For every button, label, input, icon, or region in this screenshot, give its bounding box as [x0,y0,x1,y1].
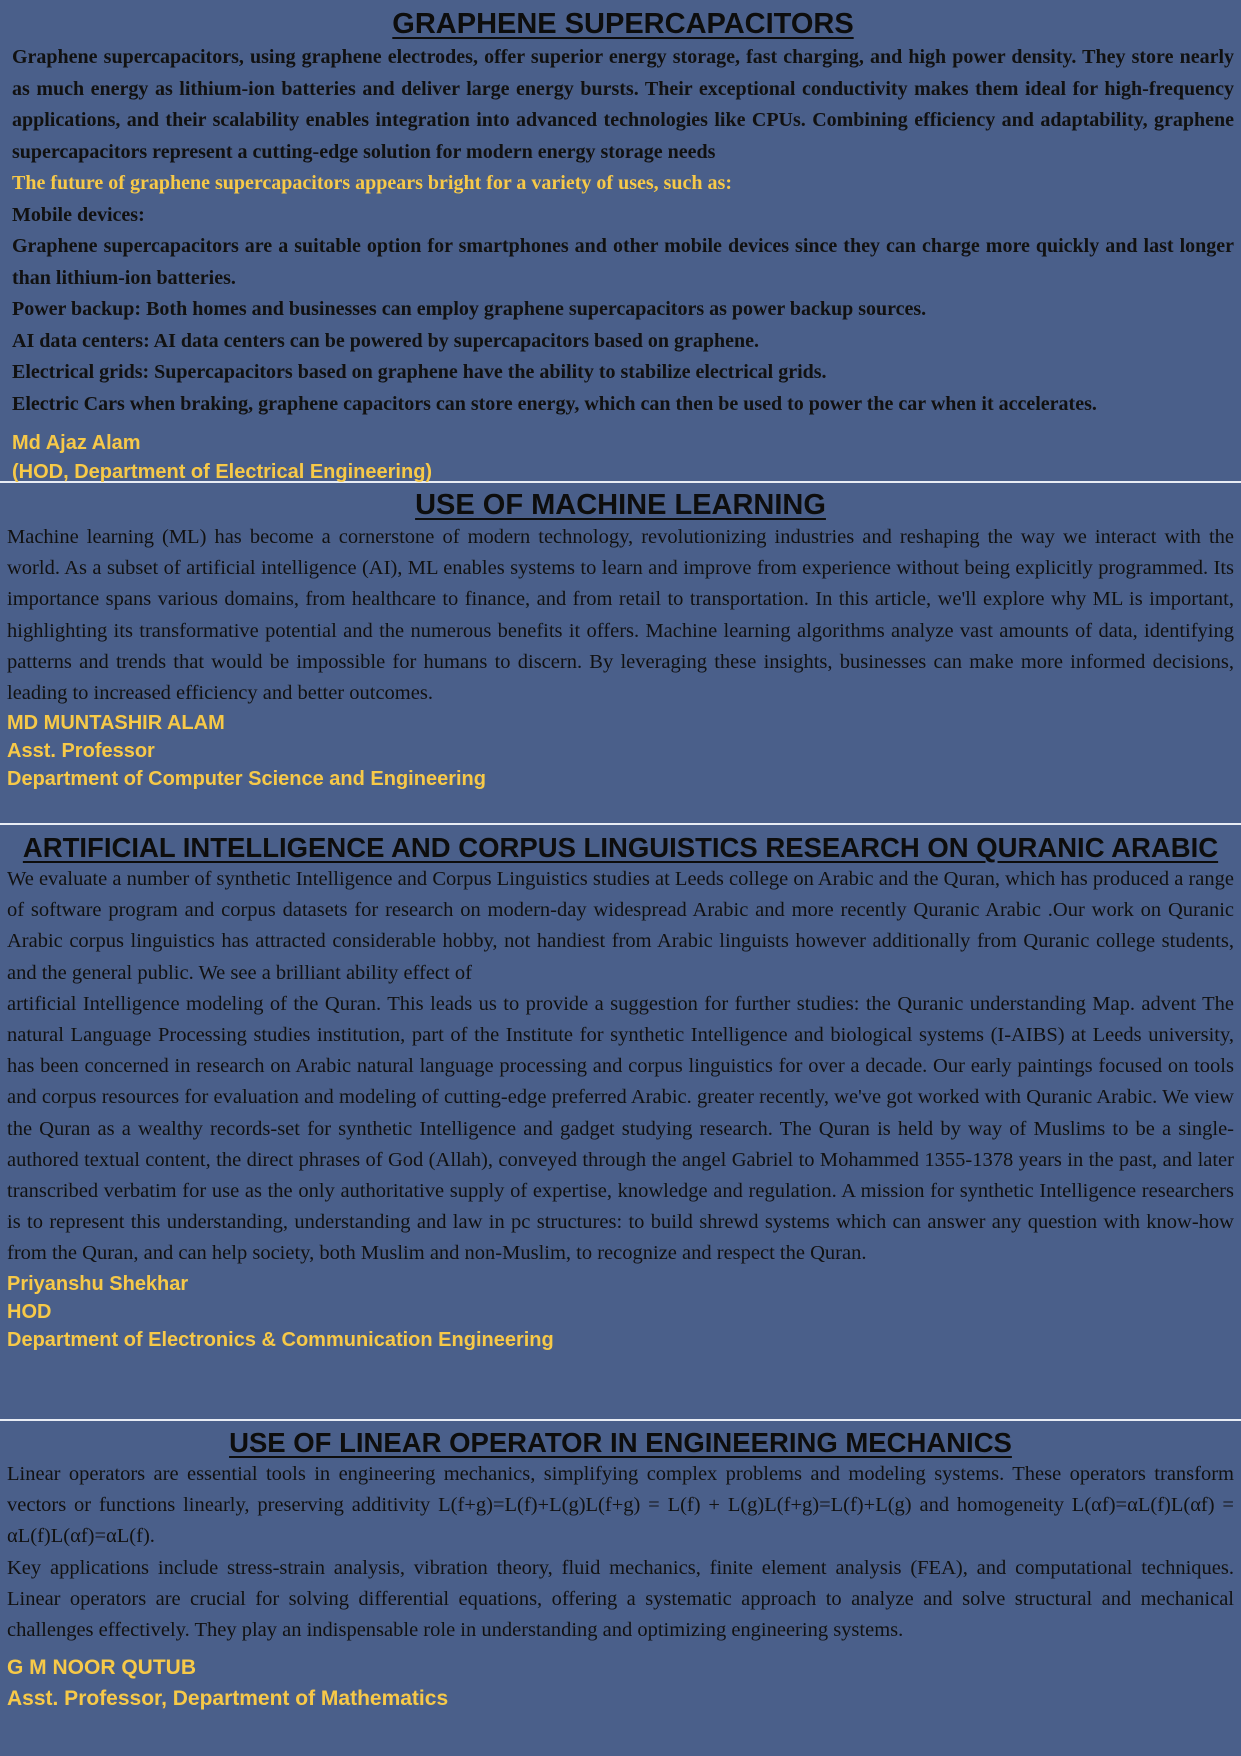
ml-author-title: Asst. Professor [7,740,155,763]
graphene-use-electrical-grids: Electrical grids: Supercapacitors based on graphene have the ability to stabilize electrical grids. [12,361,827,383]
graphene-use-power-backup: Power backup: Both homes and businesses can employ graphene supercapacitors as power backup sources. [12,298,927,320]
graphene-article [0,0,1241,481]
linear-body-1: Linear operators are essential tools in engineering mechanics, simplifying complex problems and modeling systems. These operators transform vectors or functions linearly, preserving additivity L(f+g)=L(f)+L(g)L(f+g) = L(f) + L(g)L(f+g)=L(f)+L(g) and homogeneity L(αf)=αL(f)L(αf) = αL(f)L(αf)=αL(f). [7,1463,1234,1548]
ai-quran-author-dept: Department of Electronics & Communication Engineering [7,1328,554,1351]
graphene-title: GRAPHENE SUPERCAPACITORS [392,8,854,40]
graphene-author-name: Md Ajaz Alam [12,432,141,454]
ml-article [0,483,1241,823]
ai-quran-body-part1: We evaluate a number of synthetic Intelligence and Corpus Linguistics studies at Leeds college on Arabic and the Quran, which has produced a range of software program and corpus datasets for research on modern-day widespread Arabic and more recently Quranic Arabic .Our work on Quranic Arabic corpus linguistics has attracted considerable hobby, not handiest from Arabic linguists however additionally from Quranic college students, and the general public. We see a brilliant ability effect of [7,868,1234,984]
linear-operator-article [0,1421,1241,1756]
graphene-intro: Graphene supercapacitors, using graphene electrodes, offer superior energy storage, fast charging, and high power density. They store nearly as much energy as lithium-ion batteries and deliver large energy bursts. Their exceptional conductivity makes them ideal for high-frequency applications, and their scalability enables integration into advanced technologies like CPUs. Combining efficiency and adaptability, graphene supercapacitors represent a cutting-edge solution for modern energy storage needs [12,46,1234,163]
graphene-future-heading: The future of graphene supercapacitors appears bright for a variety of uses, such as: [12,172,732,194]
ai-quran-author-name: Priyanshu Shekhar [7,1272,189,1295]
graphene-use-mobile: Graphene supercapacitors are a suitable option for smartphones and other mobile devices since they can charge more quickly and last longer than lithium-ion batteries. [12,235,1234,289]
graphene-use-electric-cars: Electric Cars when braking, graphene capacitors can store energy, which can then be used to power the car when it accelerates. [12,392,1097,415]
ai-quran-body-part2: artificial Intelligence modeling of the Quran. This leads us to provide a suggestion for further studies: the Quranic understanding Map. advent The natural Language Processing studies institution, part of the Institute for synthetic Intelligence and biological systems (I-AIBS) at Leeds university, has been concerned in research on Arabic natural language processing and corpus linguistics for over a decade. Our early paintings focused on tools and corpus resources for evaluation and modeling of cutting-edge preferred Arabic. greater recently, we've got worked with Quranic Arabic. We view the Quran as a wealthy records-set for synthetic Intelligence and gadget studying research. The Quran is held by way of Muslims to be a single-authored textual content, the direct phrases of God (Allah), conveyed through the angel Gabriel to Mohammed 1355-1378 years in the past, and later transcribed verbatim for use as the only authoritative supply of expertise, knowledge and regulation. A mission for synthetic Intelligence researchers is to represent this understanding, understanding and law in pc structures: to build shrewd systems which can answer any question with know-how from the Quran, and can help society, both Muslim and non-Muslim, to recognize and respect the Quran. [7,992,1234,1265]
linear-title: USE OF LINEAR OPERATOR IN ENGINEERING MECHANICS [229,1427,1012,1458]
linear-author-role: Asst. Professor, Department of Mathematics [7,1687,449,1711]
ml-title: USE OF MACHINE LEARNING [415,489,826,521]
graphene-author-role: (HOD, Department of Electrical Engineering) [12,461,433,483]
ml-author-name: MD MUNTASHIR ALAM [7,712,225,735]
ml-author-dept: Department of Computer Science and Engineering [7,768,486,791]
linear-body-2: Key applications include stress-strain analysis, vibration theory, fluid mechanics, finite element analysis (FEA), and computational techniques. Linear operators are crucial for solving differential equations, offering a systematic approach to analyze and solve structural and mechanical challenges effectively. They play an indispensable role in understanding and optimizing engineering systems. [7,1556,1234,1642]
graphene-use-mobile-heading: Mobile devices: [12,203,145,226]
linear-author-name: G M NOOR QUTUB [7,1656,196,1680]
graphene-signature [12,429,1234,487]
linear-signature [7,1652,1234,1714]
ai-quran-author-title: HOD [7,1300,52,1323]
ai-quran-title: ARTIFICIAL INTELLIGENCE AND CORPUS LINGUISTICS RESEARCH ON QURANIC ARABIC [22,832,1219,863]
ml-body: Machine learning (ML) has become a cornerstone of modern technology, revolutionizing industries and reshaping the way we interact with the world. As a subset of artificial intelligence (AI), ML enables systems to learn and improve from experience without being explicitly programmed. Its importance spans various domains, from healthcare to finance, and from retail to transportation. In this article, we'll explore why ML is important, highlighting its transformative potential and the numerous benefits it offers. Machine learning algorithms analyze vast amounts of data, identifying patterns and trends that would be impossible for humans to discern. By leveraging these insights, businesses can make more informed decisions, leading to increased efficiency and better outcomes. [7,526,1234,705]
ai-quran-article [0,825,1241,1419]
graphene-use-ai-data-centers: AI data centers: AI data centers can be powered by supercapacitors based on graphene. [12,329,760,352]
